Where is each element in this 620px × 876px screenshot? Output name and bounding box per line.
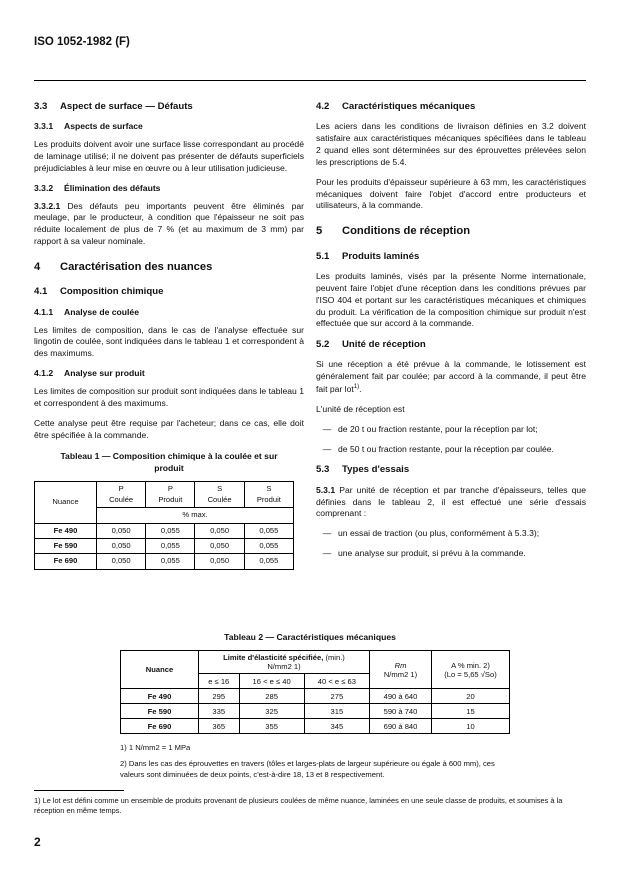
table-cell-nuance: Fe 490 (35, 523, 97, 538)
section-title: Caractéristiques mécaniques (342, 101, 476, 112)
table-cell: 345 (304, 719, 369, 734)
table-cell: 0,050 (195, 538, 244, 553)
table2-header-rm (370, 651, 432, 689)
section-number: 4.1 (34, 286, 48, 298)
section-number: 3.3.1 (34, 121, 54, 132)
paragraph-5-2-a (316, 359, 586, 395)
table2-header-nuance: Nuance (121, 651, 199, 689)
section-title: Analyse de coulée (64, 306, 139, 317)
table1 (34, 481, 294, 570)
table-cell: 590 à 740 (370, 704, 432, 719)
list-item (316, 424, 586, 436)
section-title: Unité de réception (342, 339, 426, 351)
paragraph-4-2-b: Pour les produits d'épaisseur supérieure à 63 mm, les caractéristiques mécaniques doivent faire l'objet d'accord entre producteurs et utilisateurs, à la commande. (316, 176, 586, 211)
list-item-text: un essai de traction (ou plus, conformément à 5.3.3); (338, 528, 540, 539)
element-sub: Coulée (109, 494, 134, 504)
table-cell: 15 (432, 704, 510, 719)
section-5-heading (316, 224, 586, 239)
section-number: 5.2 (316, 339, 330, 351)
table1-header-nuance: Nuance (35, 482, 97, 523)
dash-bullet: — (322, 528, 332, 539)
element-sub: Coulée (207, 494, 232, 504)
paragraph-5-2-b: L'unité de réception est (316, 403, 405, 414)
table2-subheader: e ≤ 16 (199, 674, 240, 689)
table-cell: 365 (199, 719, 240, 734)
list-item (316, 444, 586, 456)
table-cell: 335 (199, 704, 240, 719)
section-number: 5 (316, 225, 323, 238)
table-cell-nuance: Fe 590 (121, 704, 199, 719)
table-cell: 325 (239, 704, 304, 719)
table-cell-nuance: Fe 590 (35, 538, 97, 553)
table1-unit: % max. (97, 508, 294, 523)
list-item (316, 548, 586, 560)
table-cell: 0,050 (97, 523, 146, 538)
table-cell: 0,055 (146, 554, 195, 569)
section-3-3-1-heading (34, 121, 304, 133)
section-4-heading (34, 260, 304, 275)
section-number: 4.2 (316, 101, 330, 112)
section-number: 3.3.2 (34, 182, 54, 193)
section-3-3-2-heading (34, 183, 304, 195)
table-cell: 20 (432, 689, 510, 704)
section-number: 4 (34, 260, 41, 273)
table-cell-nuance: Fe 490 (121, 689, 199, 704)
section-title: Composition chimique (60, 286, 164, 298)
page-footnote: 1) Le lot est défini comme un ensemble de produits provenant de plusieurs coulées de même nuance, laminées en une seule classe de produits, et soumises à la réception en même temps. (34, 796, 563, 815)
section-title: Aspects de surface (64, 121, 143, 132)
list-item-text: de 50 t ou fraction restante, pour la réception par coulée. (338, 443, 554, 454)
table-row (35, 538, 294, 553)
table-cell: 0,055 (244, 538, 293, 553)
section-4-1-heading (34, 285, 304, 298)
list-item-text: de 20 t ou fraction restante, pour la réception par lot; (338, 423, 538, 434)
rm-unit: N/mm2 1) (383, 669, 418, 679)
paragraph-4-1-2-b: Cette analyse peut être requise par l'acheteur; dans ce cas, elle doit être spécifiée à la commande. (34, 417, 304, 440)
table-cell: 0,050 (97, 538, 146, 553)
paragraph-end: . (359, 384, 362, 395)
footnote-ref: 1) (353, 384, 360, 391)
table-row (121, 719, 510, 734)
table1-header-col (146, 482, 195, 508)
paragraph-4-1-2-a: Les limites de composition sur produit sont indiquées dans le tableau 1 et correspondent à des maximums. (34, 385, 304, 408)
table-row (35, 523, 294, 538)
right-column (316, 92, 586, 568)
left-column (34, 92, 304, 570)
paragraph-4-1-1: Les limites de composition, dans le cas de l'analyse effectuée sur lingotin de coulée, sont indiquées dans le tableau 1 et correspondent à des maximums. (34, 324, 304, 359)
table-cell: 315 (304, 704, 369, 719)
footnote-rule (34, 790, 124, 791)
table2-notes (120, 743, 520, 786)
table-cell: 0,055 (244, 554, 293, 569)
table2 (120, 650, 510, 734)
table-cell-nuance: Fe 690 (121, 719, 199, 734)
dash-bullet: — (322, 443, 332, 454)
table2-header-a (432, 651, 510, 689)
section-number: 4.1.2 (34, 368, 54, 379)
table-row (35, 554, 294, 569)
table-cell: 0,055 (244, 523, 293, 538)
section-title: Caractérisation des nuances (60, 260, 213, 273)
paragraph-4-2-a: Les aciers dans les conditions de livraison définies en 3.2 doivent satisfaire aux caractéristiques mécaniques spécifiées dans le tableau 2 quand elles sont déterminées sur des éprouvettes prélevées selon les prescriptions de 5.4. (316, 121, 586, 167)
section-5-2-heading (316, 338, 586, 351)
clause-number: 5.3.1 (316, 484, 336, 495)
element-symbol: S (266, 484, 272, 494)
paragraph-5-3-1 (316, 485, 586, 521)
section-4-1-2-heading (34, 368, 304, 380)
element-symbol: P (167, 484, 173, 494)
table-cell: 490 à 640 (370, 689, 432, 704)
table2-note-2: 2) Dans les cas des éprouvettes en travers (tôles et larges-plats de largeur supérieure ou égale à 600 mm), ces valeurs sont diminuées de deux points, c'est-à-dire 18, 13 et 8 respectivement. (120, 759, 495, 779)
element-sub: Produit (256, 494, 281, 504)
rm-heading: Rm (394, 660, 407, 670)
table-cell: 285 (239, 689, 304, 704)
table2-header-limit (199, 651, 370, 674)
paragraph-3-3-1: Les produits doivent avoir une surface lisse correspondant au procédé de laminage utilisé; il ne doivent pas présenter de défauts superficiels préjudiciables à leur mise en œuvre ou à leur utilisation judicieuse. (34, 139, 304, 173)
section-4-1-1-heading (34, 307, 304, 319)
table-row (121, 704, 510, 719)
section-number: 4.1.1 (34, 306, 54, 317)
paragraph-text: Si une réception a été prévue à la commande, le lotissement est généralement fait par coulée; par accord à la commande, il peut être fait par lot (316, 359, 586, 395)
section-4-2-heading (316, 100, 586, 113)
table1-header-col (97, 482, 146, 508)
limit-unit: N/mm2 1) (267, 662, 301, 671)
table2-caption: Tableau 2 — Caractéristiques mécaniques (224, 632, 396, 642)
section-title: Analyse sur produit (64, 368, 145, 379)
table-cell: 355 (239, 719, 304, 734)
section-5-3-heading (316, 463, 586, 476)
table-cell: 0,050 (97, 554, 146, 569)
section-3-3-heading (34, 100, 304, 113)
table1-caption: Tableau 1 — Composition chimique à la coulée et sur produit (60, 451, 278, 474)
table-cell: 295 (199, 689, 240, 704)
section-title: Conditions de réception (342, 225, 471, 238)
section-title: Élimination des défauts (64, 182, 161, 193)
section-5-1-heading (316, 250, 586, 263)
table-cell: 0,050 (195, 523, 244, 538)
header-rule (34, 80, 586, 81)
clause-text: Des défauts peu importants peuvent être éliminés par meulage, par le producteur, à condition que l'épaisseur ne soit pas réduite localement de plus de 7 % (et au maximum de 3 mm) par rapport à sa valeur nominale. (34, 200, 304, 247)
element-sub: Produit (158, 494, 183, 504)
list-item (316, 528, 586, 540)
limit-heading: Limite d'élasticité spécifiée, (223, 653, 324, 662)
a-subheading: (Lo = 5,65 √So) (444, 669, 497, 679)
table2-note-1: 1) 1 N/mm2 = 1 MPa (120, 743, 191, 752)
table-cell: 0,055 (146, 523, 195, 538)
dash-bullet: — (322, 423, 332, 434)
section-title: Types d'essais (342, 464, 410, 476)
table1-header-col (195, 482, 244, 508)
element-symbol: P (118, 484, 124, 494)
limit-min: (min.) (325, 653, 345, 662)
clause-text: Par unité de réception et par tranche d'épaisseurs, telles que définies dans le tableau 2, il est effectué une série d'essais comprenant : (316, 484, 586, 519)
paragraph-3-3-2-1 (34, 201, 304, 248)
section-title: Aspect de surface — Défauts (60, 101, 193, 112)
section-number: 5.3 (316, 464, 330, 476)
dash-bullet: — (322, 548, 332, 559)
table1-header-col (244, 482, 293, 508)
element-symbol: S (217, 484, 223, 494)
table2-subheader: 40 < e ≤ 63 (304, 674, 369, 689)
document-header: ISO 1052-1982 (F) (34, 36, 130, 48)
paragraph-5-1: Les produits laminés, visés par la présente Norme internationale, peuvent faire l'objet d'une réception dans les conditions prévues par l'ISO 404 et portant sur les caractéristiques mécaniques et chimiques du produit. La vérification de la composition chimique sur produit n'est effectuée que sur accord à la commande. (316, 270, 586, 329)
a-heading: A % min. 2) (451, 660, 490, 670)
clause-number: 3.3.2.1 (34, 200, 61, 211)
table-cell: 10 (432, 719, 510, 734)
table-cell: 690 à 840 (370, 719, 432, 734)
section-title: Produits laminés (342, 250, 420, 262)
table-cell-nuance: Fe 690 (35, 554, 97, 569)
list-item-text: une analyse sur produit, si prévu à la commande. (338, 548, 526, 559)
table2-subheader: 16 < e ≤ 40 (239, 674, 304, 689)
table-row (121, 689, 510, 704)
page-number: 2 (34, 835, 41, 849)
table-cell: 275 (304, 689, 369, 704)
table-cell: 0,055 (146, 538, 195, 553)
section-number: 5.1 (316, 250, 330, 262)
table-cell: 0,050 (195, 554, 244, 569)
section-number: 3.3 (34, 101, 48, 112)
